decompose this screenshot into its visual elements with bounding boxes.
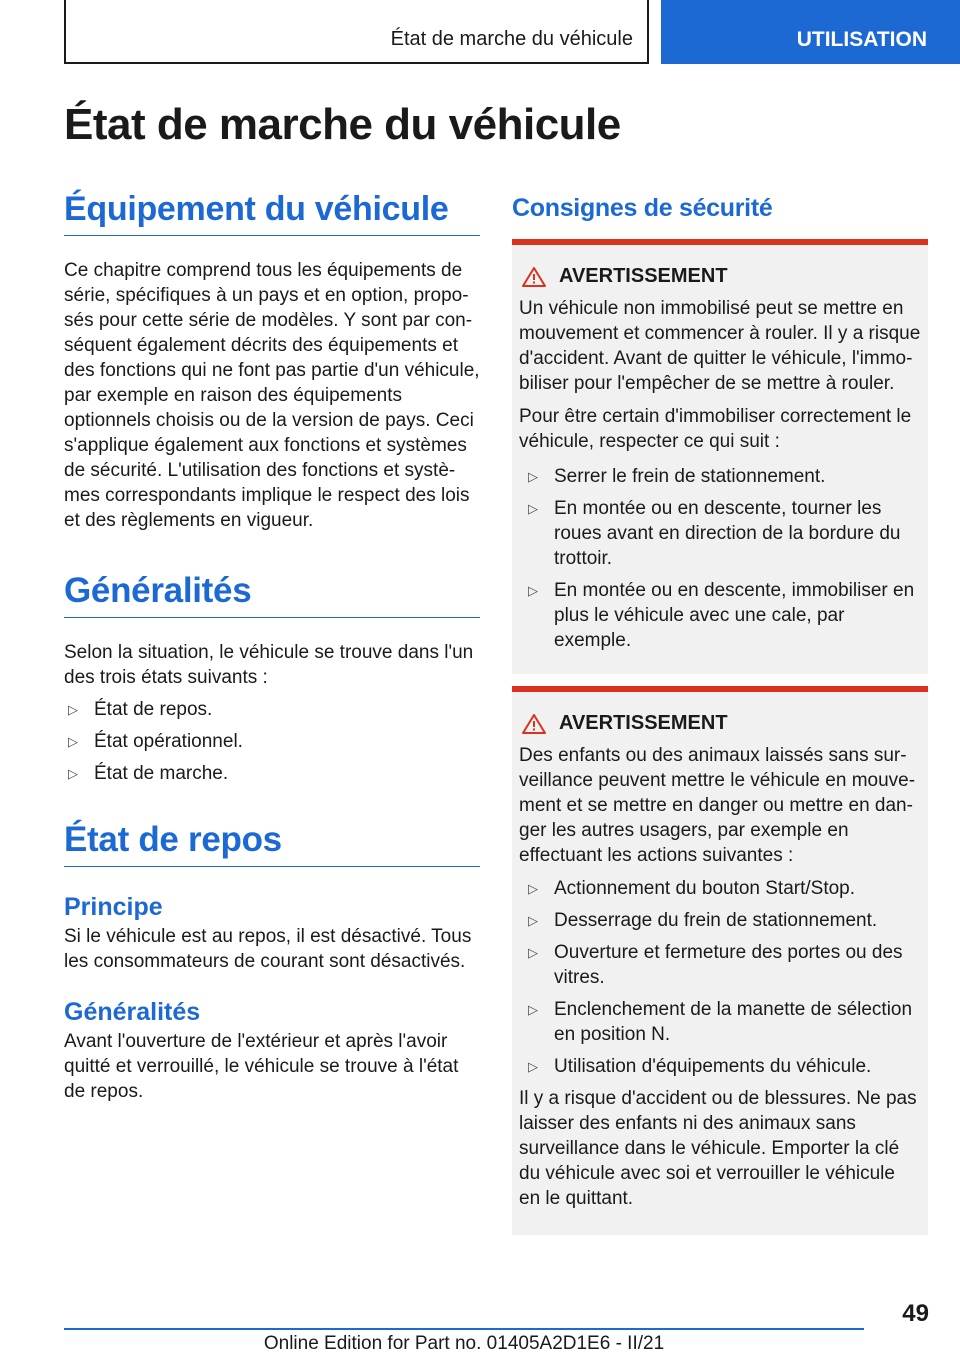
warning-heading: [519, 712, 921, 735]
page-number: 49: [902, 1300, 929, 1327]
list-item: ▷ Ouverture et fermeture des portes ou des vitres.: [528, 942, 903, 988]
section-title-etat-repos: État de repos: [64, 820, 480, 867]
header-section-box: [64, 0, 649, 64]
triangle-right-icon: ▷: [528, 583, 538, 598]
section-title-equipement: Équipement du véhicule: [64, 190, 480, 236]
warning-triangle-icon: [521, 266, 547, 288]
triangle-right-icon: ▷: [68, 702, 78, 717]
list-item: ▷ Actionnement du bouton Start/Stop.: [528, 878, 856, 899]
list-item: ▷ État opérationnel.: [68, 731, 243, 752]
warning-triangle-icon: [521, 713, 547, 735]
warning-box-1: [512, 239, 928, 674]
warning-list: [519, 876, 921, 1079]
list-item: ▷ État de repos.: [68, 699, 213, 720]
right-column: [512, 190, 928, 1235]
subsection-title-generalites: Généralités: [64, 998, 201, 1026]
warning-text: Pour être certain d'immobiliser correctement le véhicule, respecter ce qui suit :: [519, 406, 912, 452]
triangle-right-icon: ▷: [528, 945, 538, 960]
subsection-title-principe: Principe: [64, 893, 163, 921]
triangle-right-icon: ▷: [528, 469, 538, 484]
list-item: ▷ État de marche.: [68, 763, 229, 784]
list-item: ▷ Serrer le frein de stationnement.: [528, 466, 826, 487]
header-chapter-tab: UTILISATION: [661, 0, 960, 64]
triangle-right-icon: ▷: [528, 501, 538, 516]
triangle-right-icon: ▷: [68, 734, 78, 749]
repos-generalites-text: Avant l'ouverture de l'extérieur et après l'avoir quitté et verrouillé, le véhicule se trouve à l'état de repos.: [64, 1031, 459, 1102]
triangle-right-icon: ▷: [68, 766, 78, 781]
footer-edition: Online Edition for Part no. 01405A2D1E6 - II/21: [263, 1333, 665, 1354]
states-list: [64, 697, 480, 786]
principe-text: Si le véhicule est au repos, il est désactivé. Tous les consommateurs de courant sont désactivés.: [64, 926, 472, 972]
list-item: ▷ Enclenchement de la manette de sélection en position N.: [528, 999, 913, 1045]
triangle-right-icon: ▷: [528, 1002, 538, 1017]
triangle-right-icon: ▷: [528, 913, 538, 928]
list-item: ▷ En montée ou en descente, immobiliser en plus le véhicule avec une cale, par exemple.: [528, 580, 915, 651]
warning-heading: [519, 265, 921, 288]
equipement-text: Ce chapitre comprend tous les équipements de série, spécifiques à un pays et en option, proposés pour cette série de modèles. Y sont par conséquent également décrits des équipements et des fonctions qui ne font pas partie d'un véhicule, par exemple en raison des équipements optionnels choisis ou de la version de pays. Ceci s'applique également aux fonctions et systèmes de sécurité. L'utilisation des fonctions et systèmes correspondants implique le respect des lois et des règlements en vigueur.: [64, 260, 480, 531]
triangle-right-icon: ▷: [528, 881, 538, 896]
warning-text: Des enfants ou des animaux laissés sans surveillance peuvent mettre le véhicule en mouvement et se mettre en danger ou mettre en danger les autres usagers, par exemple en effectuant les actions suivantes :: [519, 745, 916, 866]
page-title: État de marche du véhicule: [64, 100, 621, 149]
footer-divider: [64, 1328, 864, 1330]
list-item: ▷ Utilisation d'équipements du véhicule.: [528, 1056, 872, 1077]
warning-text: Il y a risque d'accident ou de blessures. Ne pas laisser des enfants ni des animaux sans surveillance dans le véhicule. Emporter la clé du véhicule avec soi et verrouiller le véhicule en le quittant.: [519, 1088, 917, 1209]
section-title-generalites: Généralités: [64, 571, 480, 618]
warning-label: AVERTISSEMENT: [559, 265, 728, 287]
warning-text: Un véhicule non immobilisé peut se mettre en mouvement et commencer à rouler. Il y a risque d'accident. Avant de quitter le véhicule, l'immobiliser pour l'empêcher de se mettre à rouler.: [519, 298, 921, 394]
list-item: ▷ En montée ou en descente, tourner les roues avant en direction de la bordure du trottoir.: [528, 498, 901, 569]
section-title-consignes: Consignes de sécurité: [512, 194, 773, 222]
warning-list: [519, 464, 921, 653]
left-column: [64, 190, 480, 1104]
generalites-text: Selon la situation, le véhicule se trouve dans l'un des trois états suivants :: [64, 642, 474, 688]
list-item: ▷ Desserrage du frein de stationnement.: [528, 910, 878, 931]
warning-label: AVERTISSEMENT: [559, 712, 728, 734]
header-section-title: État de marche du véhicule: [390, 28, 633, 50]
warning-box-2: [512, 686, 928, 1235]
triangle-right-icon: ▷: [528, 1059, 538, 1074]
